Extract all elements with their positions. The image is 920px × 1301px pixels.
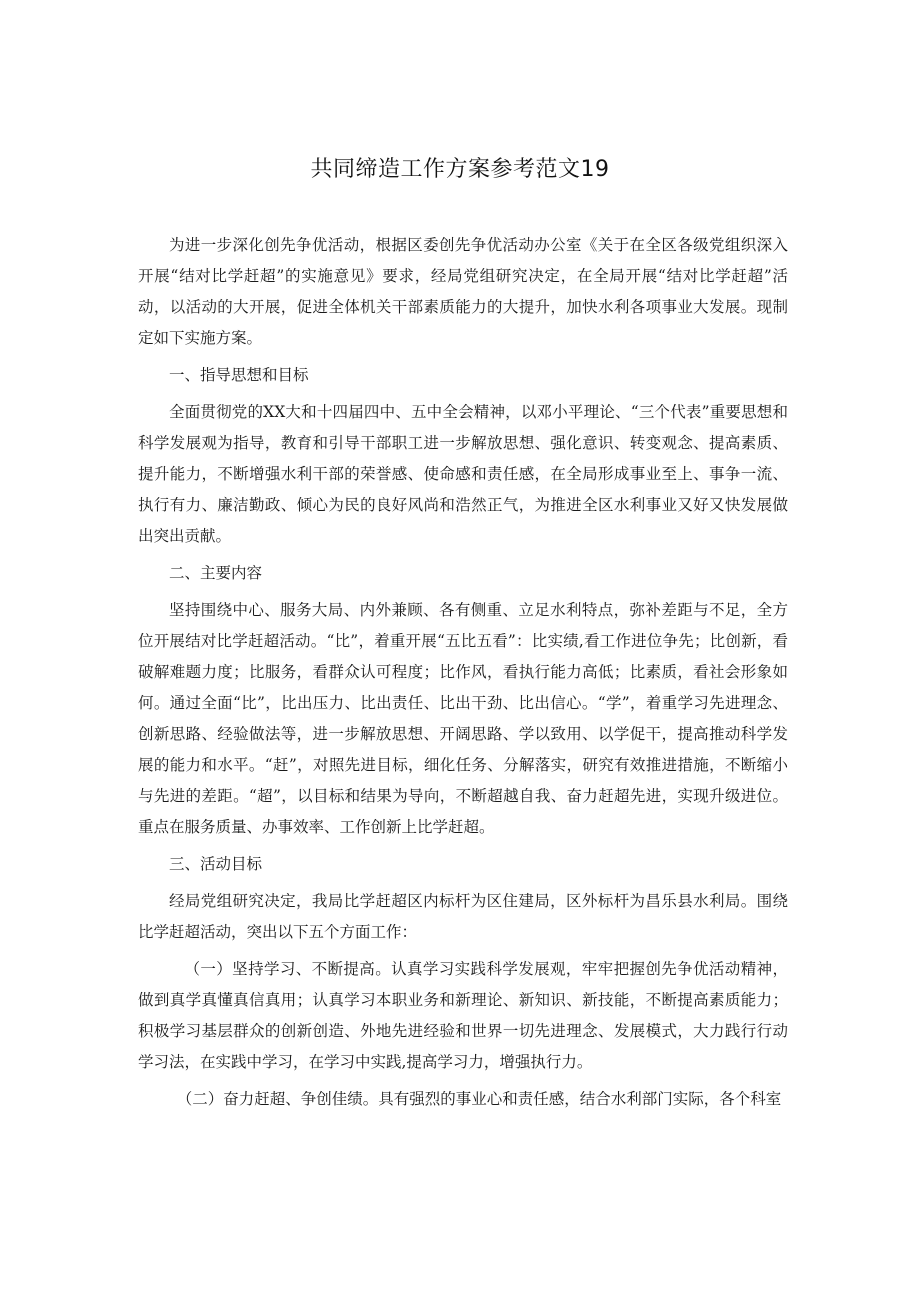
document-body — [138, 230, 788, 1121]
document-title: 共同缔造工作方案参考范文19 — [310, 157, 610, 182]
section-2-paragraph: 坚持围绕中心、服务大局、内外兼顾、各有侧重、立足水利特点，弥补差距与不足，全方位开展结对比学赶超活动。“比”，着重开展“五比五看”：比实绩,看工作进位争先；比创新，看破解难题力度；比服务，看群众认可程度；比作风，看执行能力高低；比素质，看社会形象如何。通过全面“比”，比出压力、比出责任、比出干劲、比出信心。“学”，着重学习先进理念、创新思路、经验做法等，进一步解放思想、开阔思路、学以致用、以学促干，提高推动科学发展的能力和水平。“赶”，对照先进目标，细化任务、分解落实，研究有效推进措施，不断缩小与先进的差距。“超”，以目标和结果为导向，不断超越自我、奋力赶超先进，实现升级进位。重点在服务质量、办事效率、工作创新上比学赶超。 — [138, 601, 788, 836]
section-heading-1: 一、指导思想和目标 — [169, 366, 309, 384]
section-1-paragraph: 全面贯彻党的XX大和十四届四中、五中全会精神，以邓小平理论、“三个代表”重要思想和科学发展观为指导，教育和引导干部职工进一步解放思想、强化意识、转变观念、提高素质、提升能力，不断增强水利干部的荣誉感、使命感和责任感，在全局形成事业至上、事争一流、执行有力、廉洁勤政、倾心为民的良好风尚和浩然正气，为推进全区水利事业又好又快发展做出突出贡献。 — [138, 403, 788, 545]
section-3-paragraph: 经局党组研究决定，我局比学赶超区内标杆为区住建局，区外标杆为昌乐县水利局。围绕比学赶超活动，突出以下五个方面工作： — [138, 892, 788, 941]
section-3-item-1: （一）坚持学习、不断提高。认真学习实践科学发展观，牢牢把握创先争优活动精神，做到真学真懂真信真用；认真学习本职业务和新理论、新知识、新技能，不断提高素质能力；积极学习基层群众的创新创造、外地先进经验和世界一切先进理念、发展模式，大力践行行动学习法，在实践中学习，在学习中实践,提高学习力，增强执行力。 — [138, 960, 788, 1071]
intro-paragraph: 为进一步深化创先争优活动，根据区委创先争优活动办公室《关于在全区各级党组织深入开展“结对比学赶超”的实施意见》要求，经局党组研究决定，在全局开展“结对比学赶超”活动，以活动的大开展，促进全体机关干部素质能力的大提升，加快水利各项事业大发展。现制定如下实施方案。 — [138, 236, 788, 347]
section-heading-2: 二、主要内容 — [169, 564, 263, 582]
section-3-item-2: （二）奋力赶超、争创佳绩。具有强烈的事业心和责任感，结合水利部门实际，各个科室 — [176, 1090, 782, 1108]
section-heading-3: 三、活动目标 — [169, 855, 263, 873]
